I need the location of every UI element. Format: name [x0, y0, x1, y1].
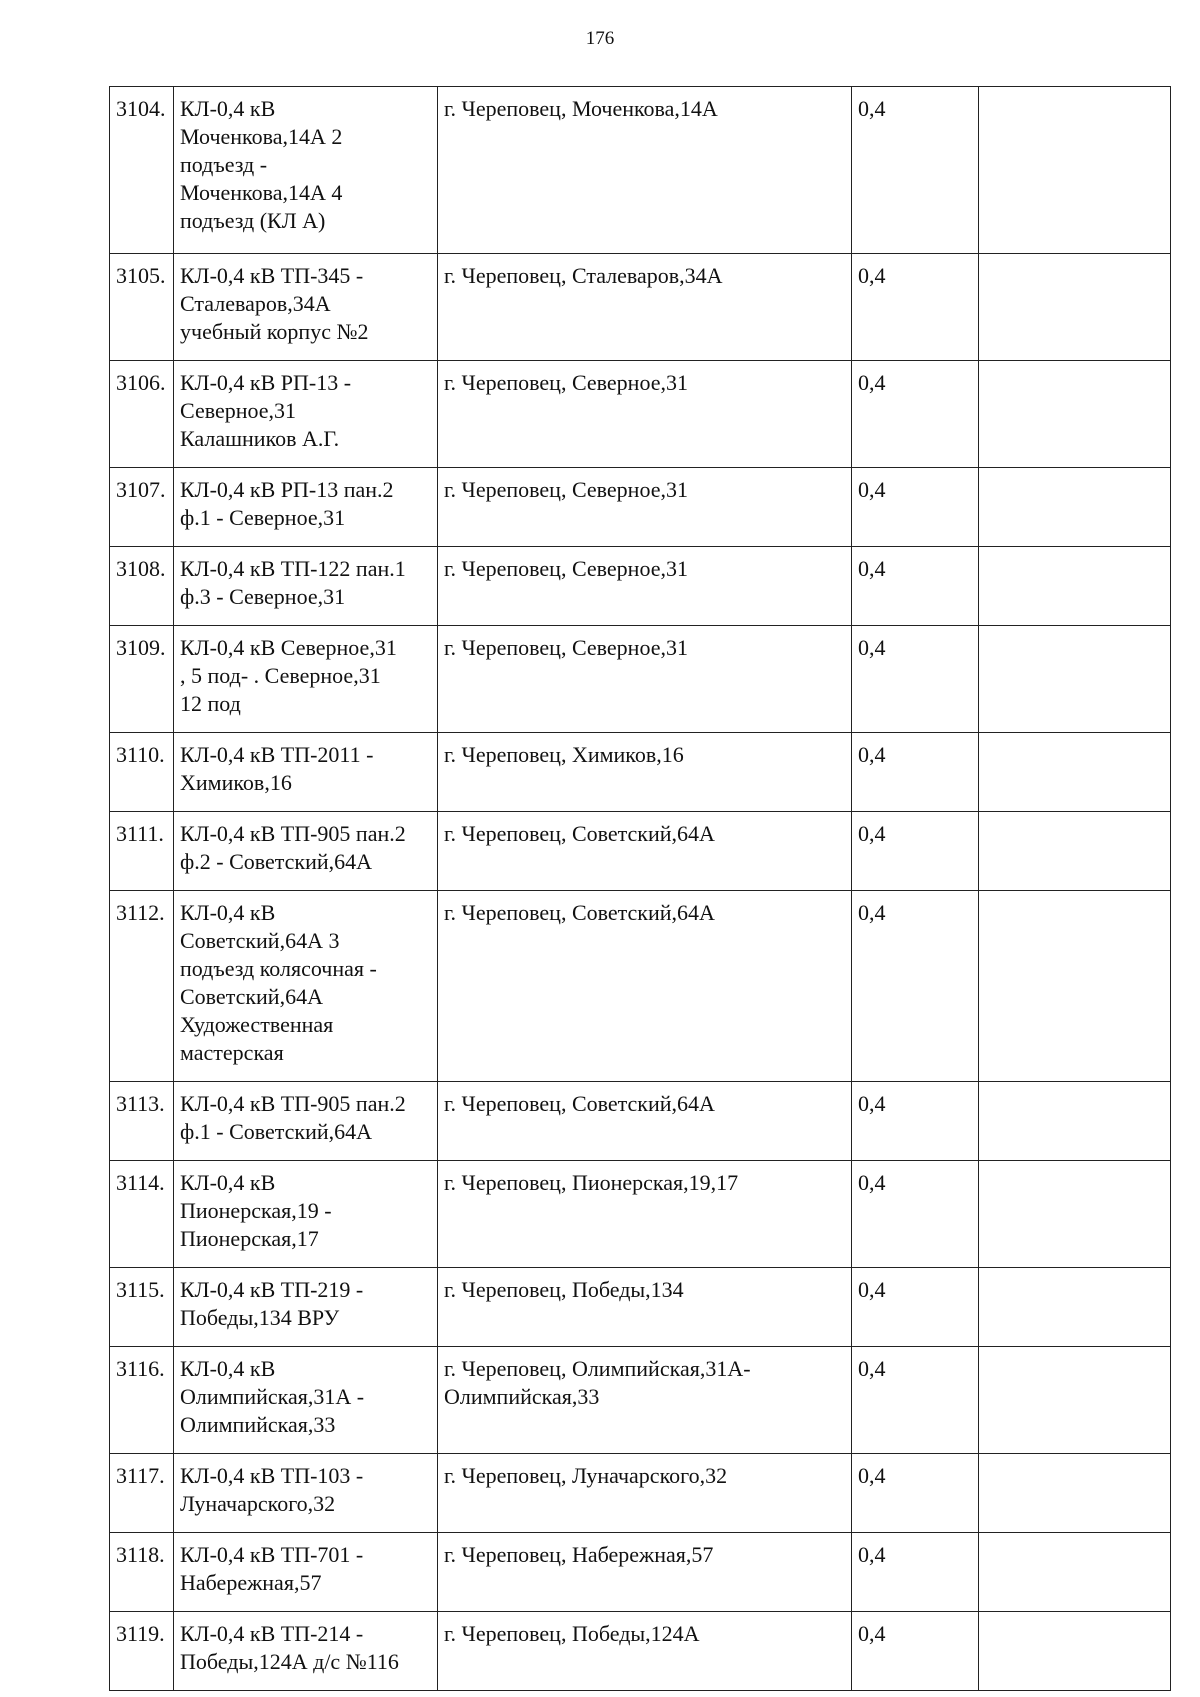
cable-line-name-cell: КЛ-0,4 кВ РП-13 - Северное,31 Калашников А.Г. — [174, 361, 438, 468]
cable-line-name-cell: КЛ-0,4 кВ ТП-701 - Набережная,57 — [174, 1533, 438, 1612]
voltage-cell: 0,4 — [852, 1533, 979, 1612]
voltage-cell: 0,4 — [852, 87, 979, 254]
address-cell: г. Череповец, Советский,64А — [438, 891, 852, 1082]
note-cell — [979, 1533, 1171, 1612]
row-number-cell: 3110. — [110, 733, 174, 812]
row-number-cell: 3108. — [110, 547, 174, 626]
row-number-cell: 3107. — [110, 468, 174, 547]
note-cell — [979, 1347, 1171, 1454]
note-cell — [979, 812, 1171, 891]
row-number-cell: 3113. — [110, 1082, 174, 1161]
note-cell — [979, 1612, 1171, 1691]
page-number: 176 — [585, 28, 615, 49]
voltage-cell: 0,4 — [852, 1454, 979, 1533]
cable-line-name-cell: КЛ-0,4 кВ Олимпийская,31А - Олимпийская,33 — [174, 1347, 438, 1454]
table-row — [110, 254, 1171, 361]
cable-line-name-cell: КЛ-0,4 кВ Советский,64А 3 подъезд колясочная - Советский,64А Художественная мастерская — [174, 891, 438, 1082]
address-cell: г. Череповец, Победы,124А — [438, 1612, 852, 1691]
note-cell — [979, 733, 1171, 812]
cable-line-name-cell: КЛ-0,4 кВ Моченкова,14А 2 подъезд - Моченкова,14А 4 подъезд (КЛ А) — [174, 87, 438, 254]
table-row — [110, 626, 1171, 733]
row-number-cell: 3118. — [110, 1533, 174, 1612]
cable-line-name-cell: КЛ-0,4 кВ ТП-214 - Победы,124А д/с №116 — [174, 1612, 438, 1691]
cable-line-name-cell: КЛ-0,4 кВ ТП-905 пан.2 ф.2 - Советский,64А — [174, 812, 438, 891]
table-row — [110, 87, 1171, 254]
table-row — [110, 468, 1171, 547]
note-cell — [979, 87, 1171, 254]
address-cell: г. Череповец, Химиков,16 — [438, 733, 852, 812]
row-number-cell: 3106. — [110, 361, 174, 468]
cable-lines-table — [109, 86, 1171, 1691]
table-row — [110, 1454, 1171, 1533]
voltage-cell: 0,4 — [852, 733, 979, 812]
address-cell: г. Череповец, Северное,31 — [438, 468, 852, 547]
note-cell — [979, 1161, 1171, 1268]
note-cell — [979, 468, 1171, 547]
table-row — [110, 812, 1171, 891]
row-number-cell: 3112. — [110, 891, 174, 1082]
voltage-cell: 0,4 — [852, 468, 979, 547]
table-row — [110, 891, 1171, 1082]
voltage-cell: 0,4 — [852, 1161, 979, 1268]
row-number-cell: 3111. — [110, 812, 174, 891]
voltage-cell: 0,4 — [852, 254, 979, 361]
row-number-cell: 3104. — [110, 87, 174, 254]
cable-line-name-cell: КЛ-0,4 кВ ТП-905 пан.2 ф.1 - Советский,64А — [174, 1082, 438, 1161]
cable-line-name-cell: КЛ-0,4 кВ РП-13 пан.2 ф.1 - Северное,31 — [174, 468, 438, 547]
address-cell: г. Череповец, Моченкова,14А — [438, 87, 852, 254]
table-row — [110, 361, 1171, 468]
address-cell: г. Череповец, Северное,31 — [438, 547, 852, 626]
note-cell — [979, 547, 1171, 626]
cable-line-name-cell: КЛ-0,4 кВ ТП-345 - Сталеваров,34А учебный корпус №2 — [174, 254, 438, 361]
row-number-cell: 3117. — [110, 1454, 174, 1533]
voltage-cell: 0,4 — [852, 1082, 979, 1161]
row-number-cell: 3119. — [110, 1612, 174, 1691]
note-cell — [979, 626, 1171, 733]
voltage-cell: 0,4 — [852, 547, 979, 626]
note-cell — [979, 1454, 1171, 1533]
address-cell: г. Череповец, Олимпийская,31А- Олимпийская,33 — [438, 1347, 852, 1454]
table-row — [110, 1161, 1171, 1268]
cable-line-name-cell: КЛ-0,4 кВ ТП-103 - Луначарского,32 — [174, 1454, 438, 1533]
table-row — [110, 733, 1171, 812]
table-row — [110, 1612, 1171, 1691]
cable-line-name-cell: КЛ-0,4 кВ Пионерская,19 - Пионерская,17 — [174, 1161, 438, 1268]
voltage-cell: 0,4 — [852, 626, 979, 733]
table-row — [110, 1533, 1171, 1612]
table-row — [110, 1347, 1171, 1454]
row-number-cell: 3114. — [110, 1161, 174, 1268]
table-row — [110, 547, 1171, 626]
note-cell — [979, 891, 1171, 1082]
address-cell: г. Череповец, Победы,134 — [438, 1268, 852, 1347]
cable-line-name-cell: КЛ-0,4 кВ ТП-122 пан.1 ф.3 - Северное,31 — [174, 547, 438, 626]
table-row — [110, 1268, 1171, 1347]
address-cell: г. Череповец, Сталеваров,34А — [438, 254, 852, 361]
voltage-cell: 0,4 — [852, 1268, 979, 1347]
address-cell: г. Череповец, Пионерская,19,17 — [438, 1161, 852, 1268]
address-cell: г. Череповец, Набережная,57 — [438, 1533, 852, 1612]
cable-line-name-cell: КЛ-0,4 кВ ТП-219 - Победы,134 ВРУ — [174, 1268, 438, 1347]
note-cell — [979, 1268, 1171, 1347]
cable-line-name-cell: КЛ-0,4 кВ Северное,31 , 5 под- . Северное,31 12 под — [174, 626, 438, 733]
table-row — [110, 1082, 1171, 1161]
row-number-cell: 3109. — [110, 626, 174, 733]
voltage-cell: 0,4 — [852, 361, 979, 468]
row-number-cell: 3105. — [110, 254, 174, 361]
note-cell — [979, 361, 1171, 468]
note-cell — [979, 254, 1171, 361]
note-cell — [979, 1082, 1171, 1161]
address-cell: г. Череповец, Северное,31 — [438, 626, 852, 733]
address-cell: г. Череповец, Северное,31 — [438, 361, 852, 468]
cable-line-name-cell: КЛ-0,4 кВ ТП-2011 - Химиков,16 — [174, 733, 438, 812]
voltage-cell: 0,4 — [852, 1347, 979, 1454]
address-cell: г. Череповец, Луначарского,32 — [438, 1454, 852, 1533]
voltage-cell: 0,4 — [852, 1612, 979, 1691]
row-number-cell: 3116. — [110, 1347, 174, 1454]
voltage-cell: 0,4 — [852, 812, 979, 891]
voltage-cell: 0,4 — [852, 891, 979, 1082]
address-cell: г. Череповец, Советский,64А — [438, 1082, 852, 1161]
row-number-cell: 3115. — [110, 1268, 174, 1347]
address-cell: г. Череповец, Советский,64А — [438, 812, 852, 891]
